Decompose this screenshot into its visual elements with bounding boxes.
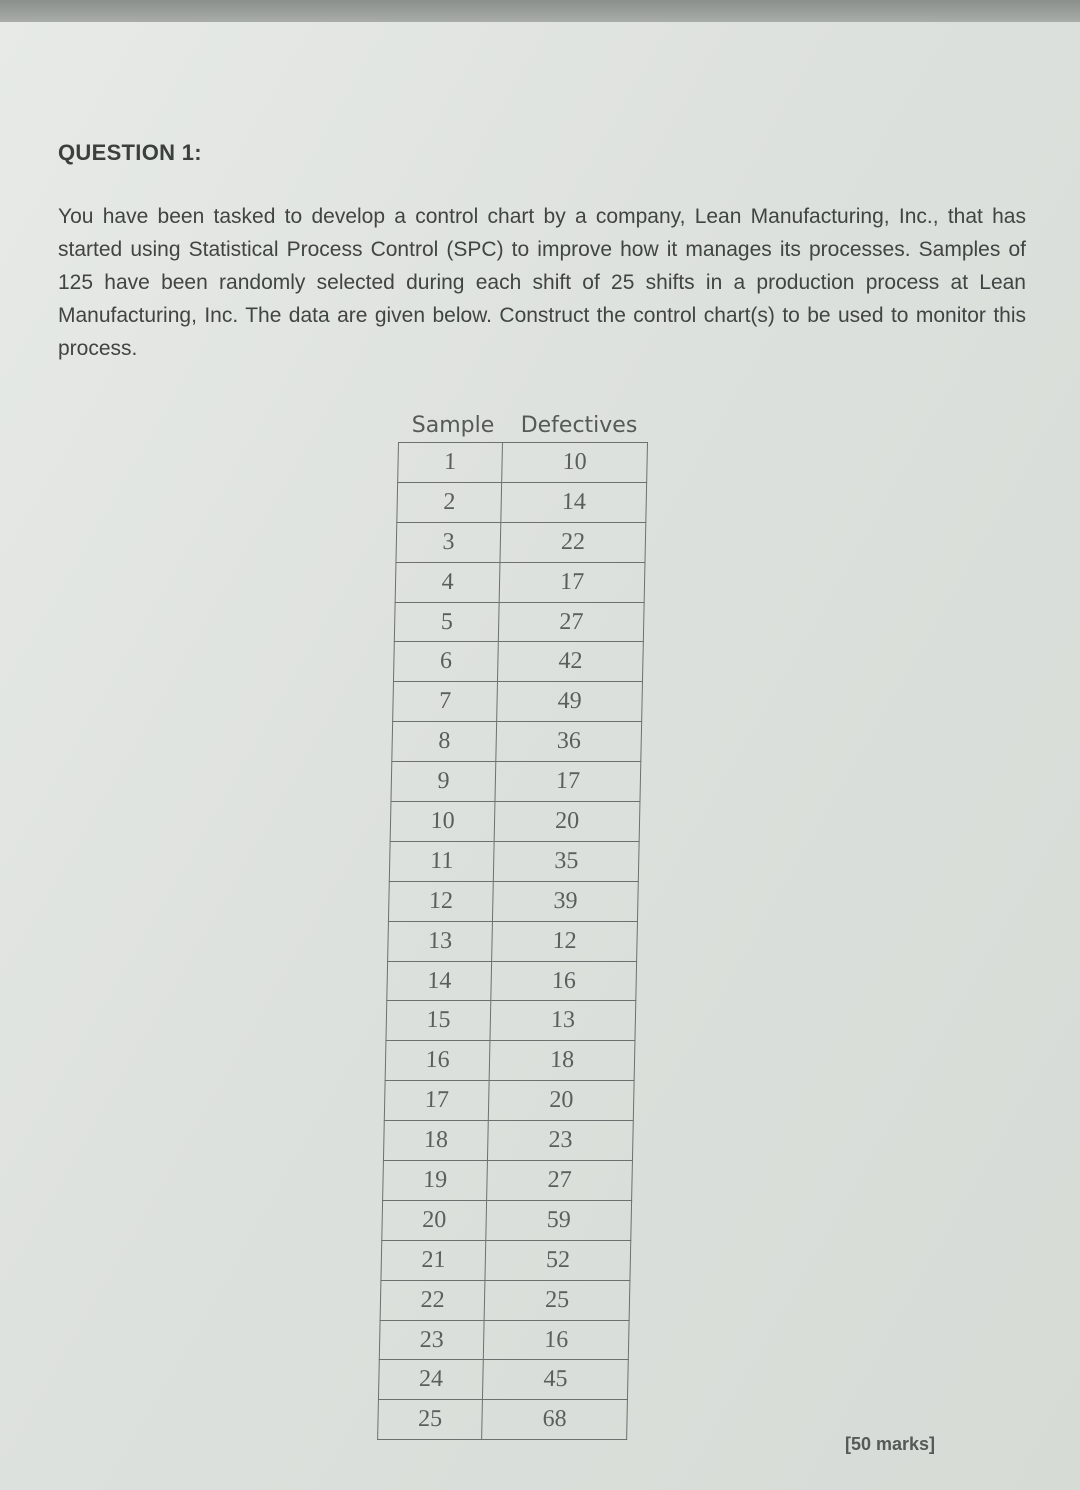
sample-cell: 1 bbox=[398, 443, 503, 483]
table-row bbox=[396, 522, 646, 562]
sample-cell: 24 bbox=[378, 1360, 483, 1400]
table-row bbox=[390, 802, 640, 842]
sample-cell: 14 bbox=[387, 961, 492, 1001]
defectives-cell: 17 bbox=[499, 562, 645, 602]
table-row bbox=[383, 1121, 633, 1161]
sample-cell: 8 bbox=[392, 722, 497, 762]
table-row bbox=[380, 1280, 630, 1320]
table-row bbox=[397, 482, 647, 522]
defectives-cell: 23 bbox=[488, 1121, 634, 1161]
sample-cell: 9 bbox=[391, 762, 496, 802]
table-row bbox=[379, 1320, 629, 1360]
defectives-cell: 13 bbox=[490, 1001, 636, 1041]
defectives-cell: 18 bbox=[489, 1041, 635, 1081]
table-header-row bbox=[398, 404, 650, 438]
defectives-cell: 16 bbox=[484, 1320, 630, 1360]
sample-cell: 13 bbox=[388, 921, 493, 961]
defectives-table bbox=[377, 442, 648, 1440]
sample-cell: 25 bbox=[378, 1400, 483, 1440]
table-row bbox=[382, 1200, 632, 1240]
monitor-bezel bbox=[0, 0, 1080, 22]
defectives-cell: 52 bbox=[485, 1240, 631, 1280]
defectives-cell: 20 bbox=[494, 802, 640, 842]
table-row bbox=[393, 682, 643, 722]
sample-cell: 19 bbox=[383, 1161, 488, 1201]
table-row bbox=[388, 881, 638, 921]
sample-cell: 15 bbox=[386, 1001, 491, 1041]
sample-cell: 16 bbox=[385, 1041, 490, 1081]
table-row bbox=[378, 1400, 628, 1440]
defectives-cell: 25 bbox=[484, 1280, 630, 1320]
sample-cell: 20 bbox=[382, 1200, 487, 1240]
marks-label: [50 marks] bbox=[845, 1434, 936, 1454]
sample-cell: 7 bbox=[393, 682, 498, 722]
table-row bbox=[381, 1240, 631, 1280]
table-row bbox=[385, 1041, 635, 1081]
table-row bbox=[398, 443, 648, 483]
defectives-cell: 35 bbox=[494, 841, 640, 881]
defectives-cell: 27 bbox=[487, 1161, 633, 1201]
table-row bbox=[394, 602, 644, 642]
data-table bbox=[398, 404, 650, 1440]
sample-cell: 22 bbox=[380, 1280, 485, 1320]
defectives-cell: 17 bbox=[495, 762, 641, 802]
sample-cell: 18 bbox=[383, 1121, 488, 1161]
sample-cell: 17 bbox=[384, 1081, 489, 1121]
defectives-cell: 39 bbox=[493, 881, 639, 921]
sample-cell: 21 bbox=[381, 1240, 486, 1280]
question-text: You have been tasked to develop a control chart by a company, Lean Manufacturing, Inc., that has started using Statistical Process Control (SPC) to improve how it manages its processes. Samples of 125 have been randomly selected during each shift of 25 shifts in a production process at Lean Manufacturing, Inc. The data are given below. Construct the control chart(s) to be used to monitor this process. bbox=[58, 205, 1026, 360]
defectives-cell: 45 bbox=[483, 1360, 629, 1400]
table-row bbox=[386, 1001, 636, 1041]
table-row bbox=[378, 1360, 628, 1400]
sample-cell: 4 bbox=[395, 562, 500, 602]
table-row bbox=[389, 841, 639, 881]
sample-cell: 6 bbox=[393, 642, 498, 682]
defectives-cell: 16 bbox=[491, 961, 637, 1001]
defectives-cell: 42 bbox=[498, 642, 644, 682]
sample-cell: 10 bbox=[390, 802, 495, 842]
header-defectives: Defectives bbox=[520, 413, 638, 438]
defectives-cell: 68 bbox=[482, 1400, 628, 1440]
defectives-cell: 49 bbox=[497, 682, 643, 722]
header-sample: Sample bbox=[411, 413, 495, 438]
defectives-cell: 27 bbox=[499, 602, 645, 642]
sample-cell: 2 bbox=[397, 482, 502, 522]
table-row bbox=[387, 961, 637, 1001]
sample-cell: 11 bbox=[389, 841, 494, 881]
sample-cell: 12 bbox=[388, 881, 493, 921]
defectives-cell: 14 bbox=[501, 482, 647, 522]
defectives-cell: 22 bbox=[500, 522, 646, 562]
table-row bbox=[392, 722, 642, 762]
sample-cell: 23 bbox=[379, 1320, 484, 1360]
table-row bbox=[388, 921, 638, 961]
defectives-cell: 12 bbox=[492, 921, 638, 961]
sample-cell: 3 bbox=[396, 522, 501, 562]
defectives-cell: 20 bbox=[489, 1081, 635, 1121]
table-row bbox=[384, 1081, 634, 1121]
table-row bbox=[393, 642, 643, 682]
table-row bbox=[395, 562, 645, 602]
defectives-cell: 10 bbox=[502, 443, 648, 483]
defectives-cell: 36 bbox=[496, 722, 642, 762]
defectives-cell: 59 bbox=[486, 1200, 632, 1240]
table-row bbox=[383, 1161, 633, 1201]
table-row bbox=[391, 762, 641, 802]
sample-cell: 5 bbox=[394, 602, 499, 642]
question-title: QUESTION 1: bbox=[58, 140, 202, 165]
